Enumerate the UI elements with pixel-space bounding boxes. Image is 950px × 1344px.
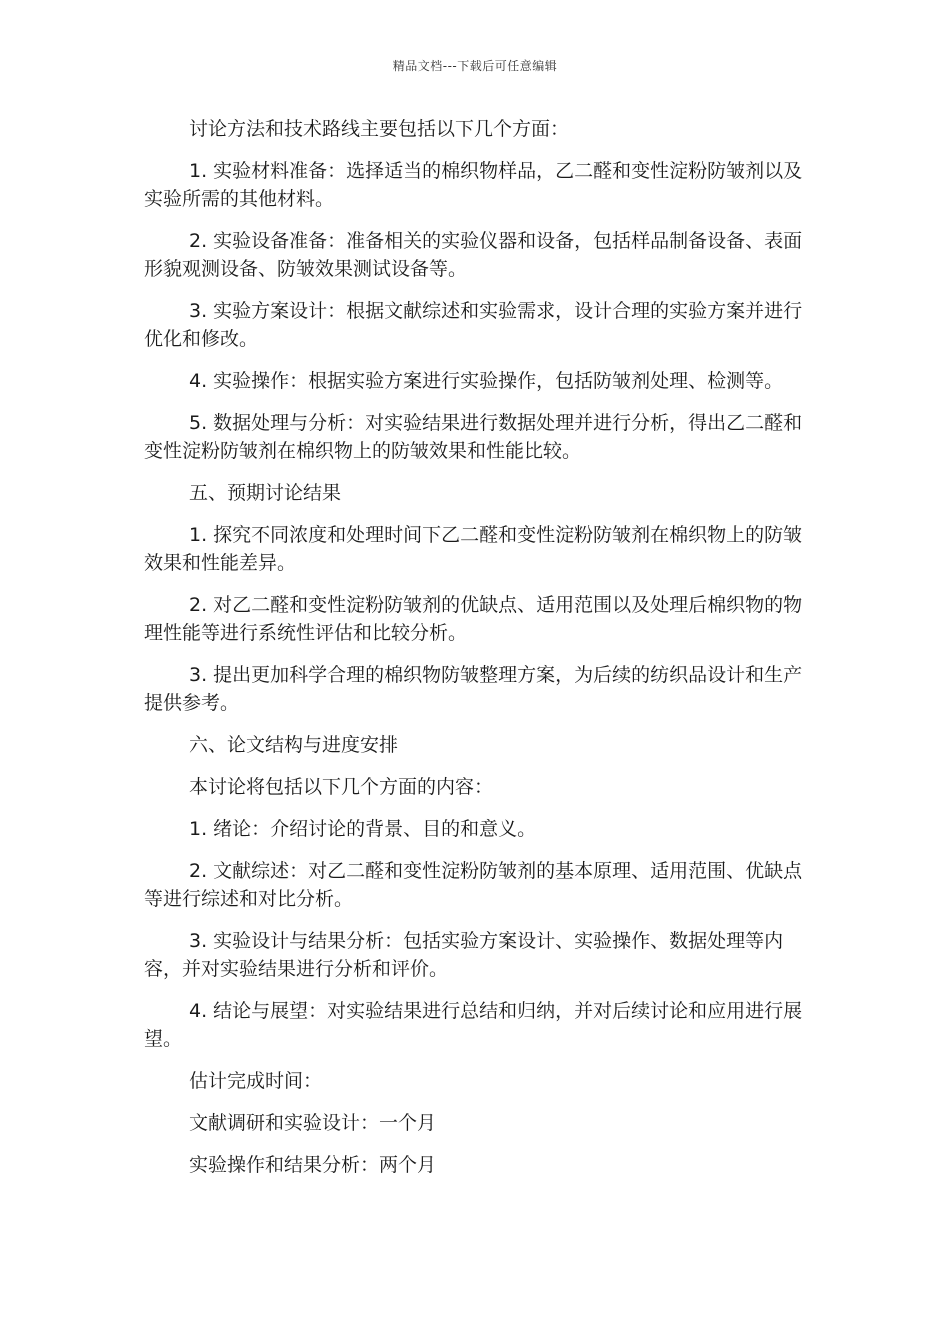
paragraph-result-3: 3. 提出更加科学合理的棉织物防皱整理方案，为后续的纺织品设计和生产提供参考。 [144, 664, 803, 714]
paragraph-operation: 4. 实验操作：根据实验方案进行实验操作，包括防皱剂处理、检测等。 [189, 370, 784, 392]
paragraph-materials: 1. 实验材料准备：选择适当的棉织物样品，乙二醛和变性淀粉防皱剂以及实验所需的其他材料。 [144, 160, 803, 210]
paragraph-schedule-research: 文献调研和实验设计：一个月 [189, 1112, 437, 1134]
paragraph-plan-design: 3. 实验方案设计：根据文献综述和实验需求，设计合理的实验方案并进行优化和修改。 [144, 300, 803, 350]
section-heading-structure-schedule: 六、论文结构与进度安排 [189, 734, 399, 756]
paragraph-experiment-design: 3. 实验设计与结果分析：包括实验方案设计、实验操作、数据处理等内容，并对实验结果进行分析和评价。 [144, 930, 784, 980]
section-heading-expected-results: 五、预期讨论结果 [189, 482, 342, 504]
paragraph-result-1: 1. 探究不同浓度和处理时间下乙二醛和变性淀粉防皱剂在棉织物上的防皱效果和性能差异。 [144, 524, 803, 574]
paragraph-structure-intro: 本讨论将包括以下几个方面的内容： [189, 776, 494, 798]
paragraph-methods-intro: 讨论方法和技术路线主要包括以下几个方面： [189, 118, 570, 140]
paragraph-literature-review: 2. 文献综述：对乙二醛和变性淀粉防皱剂的基本原理、适用范围、优缺点等进行综述和对比分析。 [144, 860, 803, 910]
paragraph-result-2: 2. 对乙二醛和变性淀粉防皱剂的优缺点、适用范围以及处理后棉织物的物理性能等进行系统性评估和比较分析。 [144, 594, 803, 644]
paragraph-data-analysis: 5. 数据处理与分析：对实验结果进行数据处理并进行分析，得出乙二醛和变性淀粉防皱剂在棉织物上的防皱效果和性能比较。 [144, 412, 803, 462]
paragraph-introduction: 1. 绪论：介绍讨论的背景、目的和意义。 [189, 818, 537, 840]
page-header: 精品文档---下载后可任意编辑 [392, 59, 558, 73]
paragraph-equipment: 2. 实验设备准备：准备相关的实验仪器和设备，包括样品制备设备、表面形貌观测设备、防皱效果测试设备等。 [144, 230, 803, 280]
paragraph-schedule-heading: 估计完成时间： [189, 1070, 323, 1092]
paragraph-conclusion: 4. 结论与展望：对实验结果进行总结和归纳，并对后续讨论和应用进行展望。 [144, 1000, 803, 1050]
document-body [144, 115, 804, 1193]
paragraph-schedule-experiment: 实验操作和结果分析：两个月 [189, 1154, 437, 1176]
